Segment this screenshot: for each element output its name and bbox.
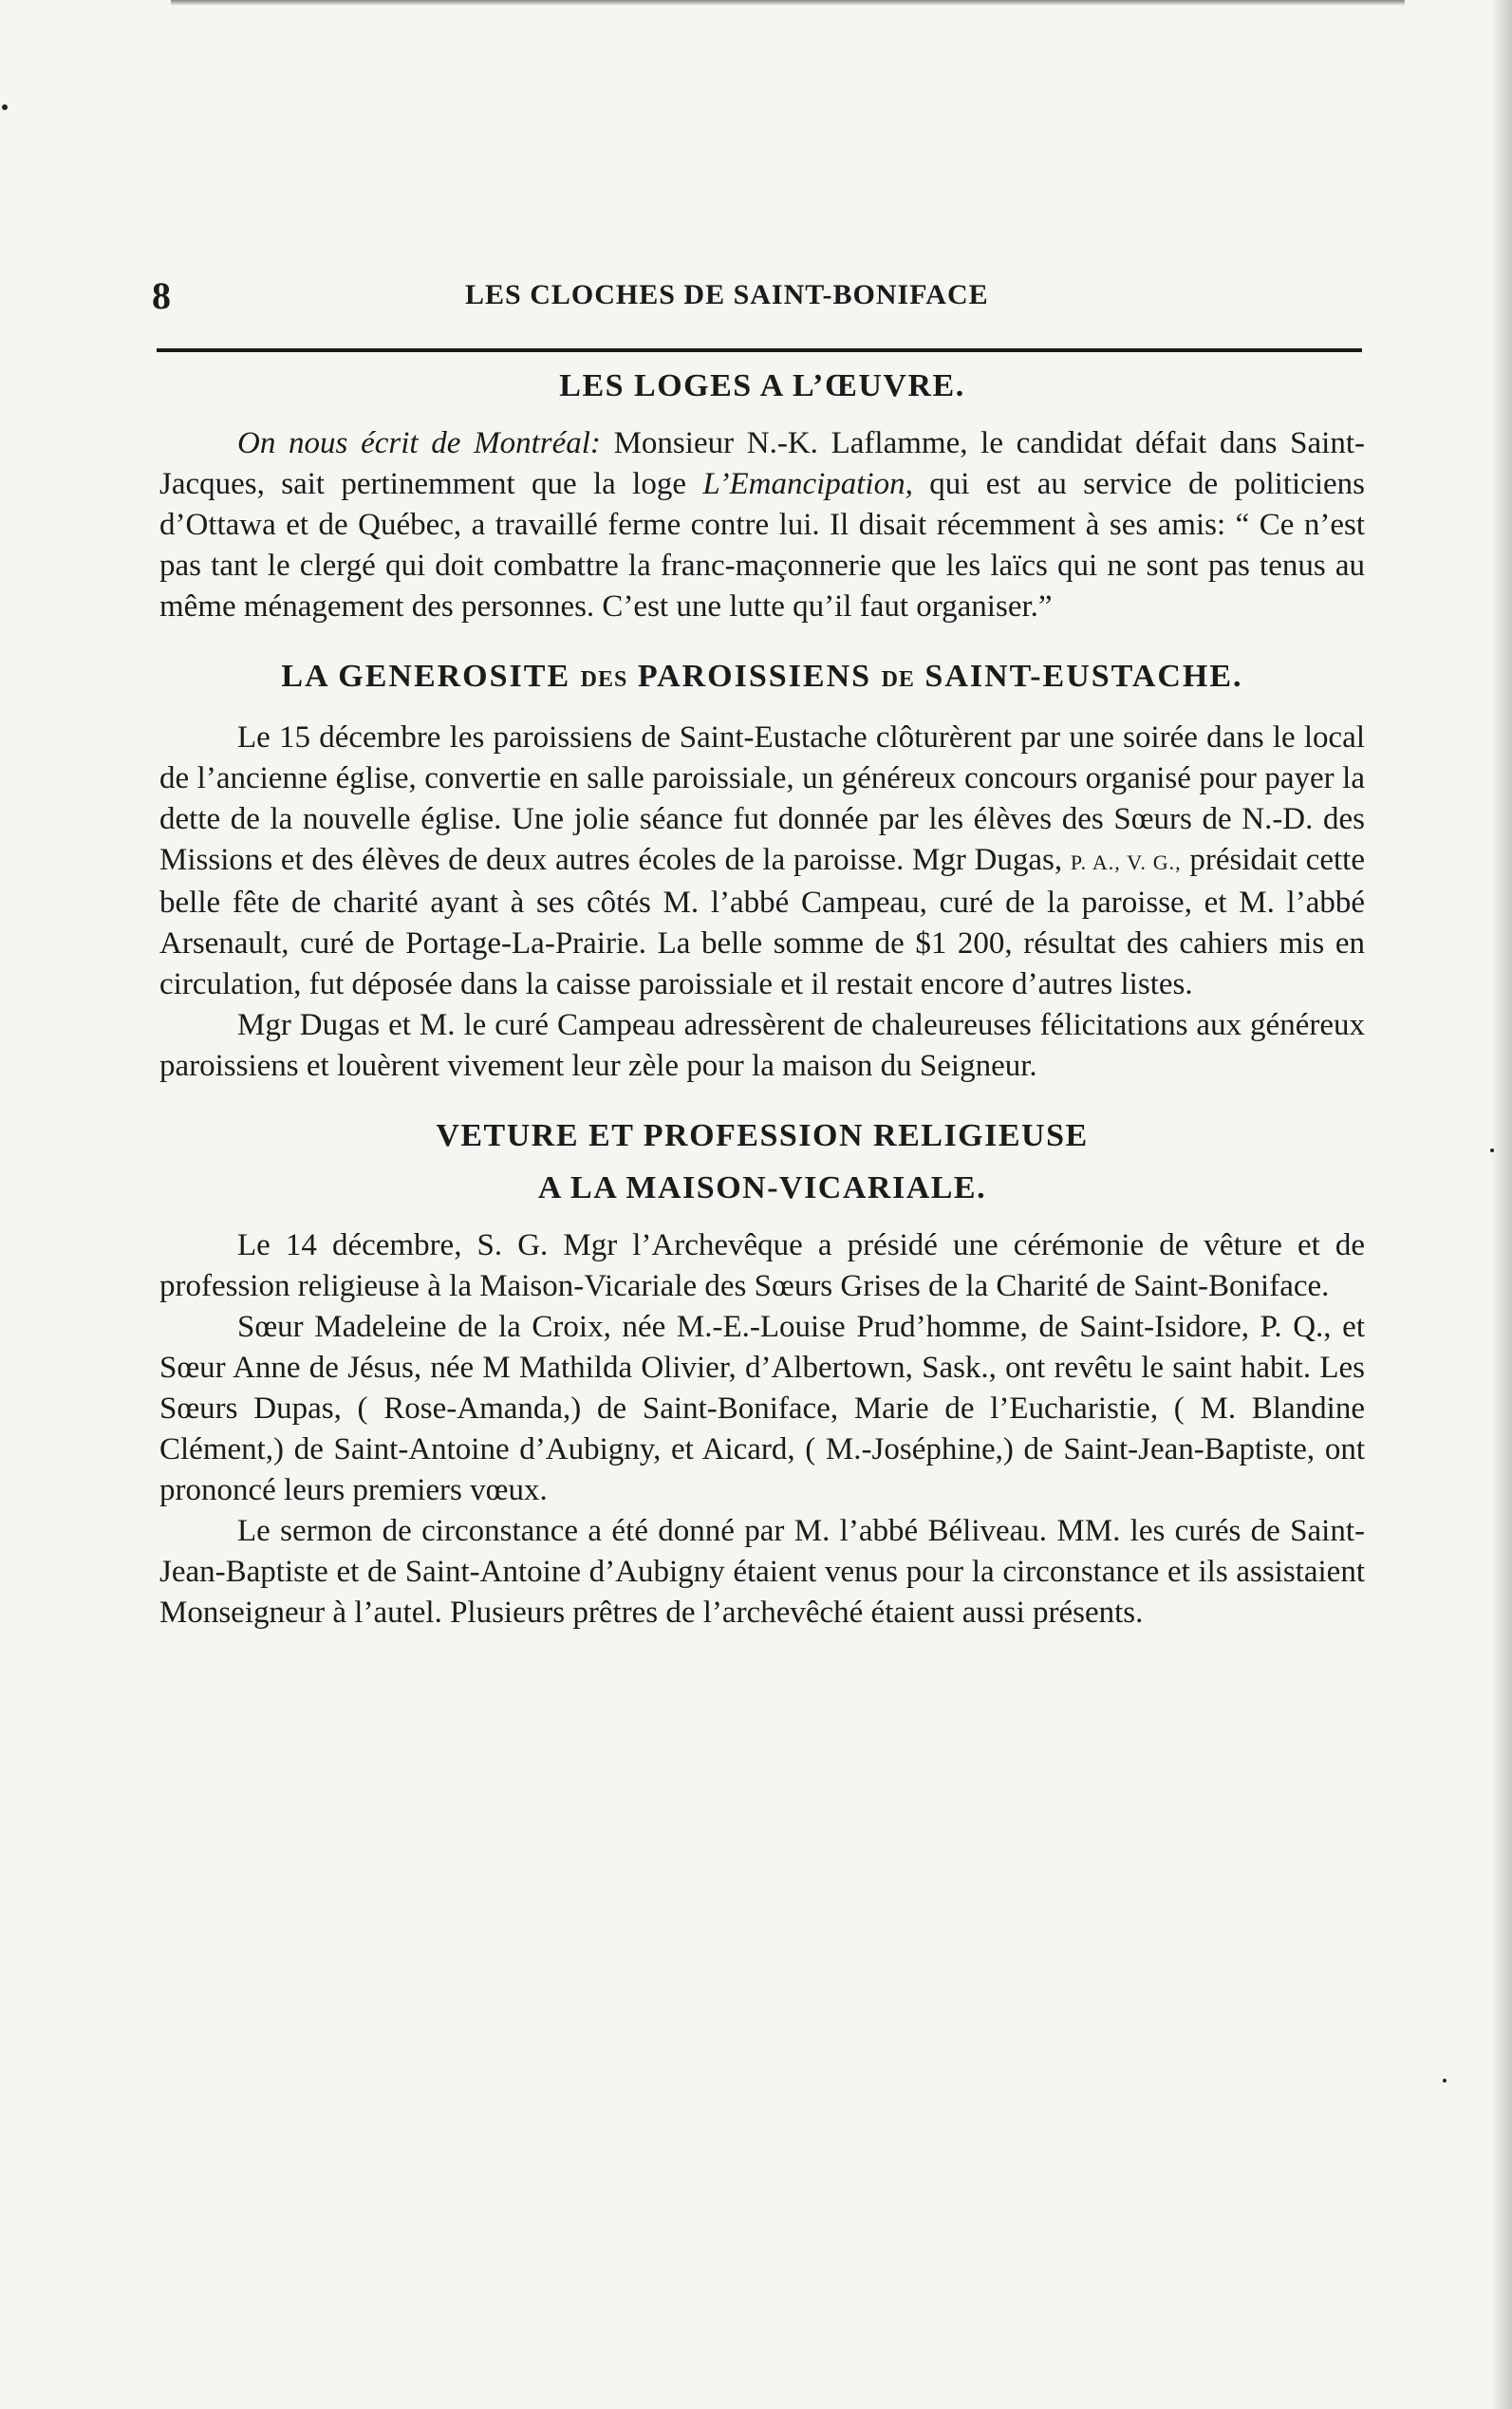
heading-part: SAINT-EUSTACHE. xyxy=(914,659,1243,694)
section-veture xyxy=(159,1115,1365,1634)
heading-part: LA GENEROSITE xyxy=(281,659,581,694)
paragraph-text: qui est au service de politiciens d’Ottawa et de Québec, a travaillé ferme contre lui. Il disait récemment à ses amis: “ Ce n’est pas tant le clergé qui doit combattre la franc-maçonnerie que les laïcs qui ne sont pas tenus au même ménagement des personnes. C’est une lutte qu’il faut organiser.” xyxy=(159,467,1365,624)
paragraph: Le 14 décembre, S. G. Mgr l’Archevêque a présidé une cérémonie de vêture et de profession religieuse à la Maison-Vicariale des Sœurs Grises de la Charité de Saint-Boniface. xyxy=(159,1228,1365,1303)
heading-part: PAROISSIENS xyxy=(627,659,882,694)
paragraph: Le sermon de circonstance a été donné par M. l’abbé Béliveau. MM. les curés de Saint-Jean-Baptiste et de Saint-Antoine d’Aubigny étaient venus pour la circonstance et ils assistaient Monseigneur à l’autel. Plusieurs prêtres de l’archevêché étaient aussi présents. xyxy=(159,1514,1365,1630)
scan-speck xyxy=(1443,2079,1447,2082)
running-title: LES CLOCHES DE SAINT-BONIFACE xyxy=(465,279,989,310)
section-subheading: A LA MAISON-VICARIALE. xyxy=(537,1170,987,1205)
paragraph: Sœur Madeleine de la Croix, née M.-E.-Louise Prud’homme, de Saint-Isidore, P. Q., et Sœur Anne de Jésus, née M Mathilda Olivier, d’Albertown, Sask., ont revêtu le saint habit. Les Sœurs Dupas, ( Rose-Amanda,) de Saint-Boniface, Marie de l’Eucharistie, ( M. Blandine Clément,) de Saint-Antoine d’Aubigny, et Aicard, ( M.-Joséphine,) de Saint-Jean-Baptiste, ont prononcé leurs premiers vœux. xyxy=(159,1310,1365,1507)
paragraph xyxy=(159,423,1365,627)
paragraph-text: Le 15 décembre les paroissiens de Saint-Eustache clôturèrent par une soirée dans le local de l’ancienne église, convertie en salle paroissiale, un généreux concours organisé pour payer la dette de la nouvelle église. Une jolie séance fut donnée par les élèves des Sœurs de N.-D. des Missions et des élèves de deux autres écoles de la paroisse. Mgr Dugas, xyxy=(159,720,1365,877)
lodge-name: L’Emancipation, xyxy=(702,467,913,501)
paragraph: Mgr Dugas et M. le curé Campeau adressèrent de chaleureuses félicitations aux généreux paroissiens et louèrent vivement leur zèle pour la maison du Seigneur. xyxy=(159,1008,1365,1083)
header-rule xyxy=(157,348,1362,352)
page-header xyxy=(152,273,1362,321)
page-number: 8 xyxy=(152,274,171,317)
heading-part: DES xyxy=(580,667,628,692)
scan-speck xyxy=(1490,1148,1494,1152)
paragraph-text: présidait cette belle fête de charité ayant à ses côtés M. l’abbé Campeau, curé de la paroisse, et M. l’abbé Arsenault, curé de Portage-La-Prairie. La belle somme de $1 200, résultat des cahiers mis en circulation, fut déposée dans la caisse paroissiale et il restait encore d’autres listes. xyxy=(159,843,1365,1001)
paragraph xyxy=(159,718,1365,1005)
article-body xyxy=(159,365,1365,1634)
section-heading: LES LOGES A L’ŒUVRE. xyxy=(559,368,965,403)
paragraph-text: Monsieur N.-K. Laflamme, le candidat défait dans Saint-Jacques, sait pertinemment que la loge xyxy=(159,426,1365,501)
heading-part: DE xyxy=(881,667,915,692)
section-generosite xyxy=(159,656,1365,1087)
section-loges xyxy=(159,365,1365,627)
section-heading: VETURE ET PROFESSION RELIGIEUSE xyxy=(436,1118,1089,1153)
scan-speck xyxy=(2,104,8,110)
dateline: On nous écrit de Montréal: xyxy=(237,426,601,460)
scan-top-edge xyxy=(171,0,1405,6)
scan-right-edge xyxy=(1491,0,1512,2409)
title-abbreviation: P. A., V. G., xyxy=(1070,850,1182,874)
section-heading xyxy=(159,656,1365,700)
